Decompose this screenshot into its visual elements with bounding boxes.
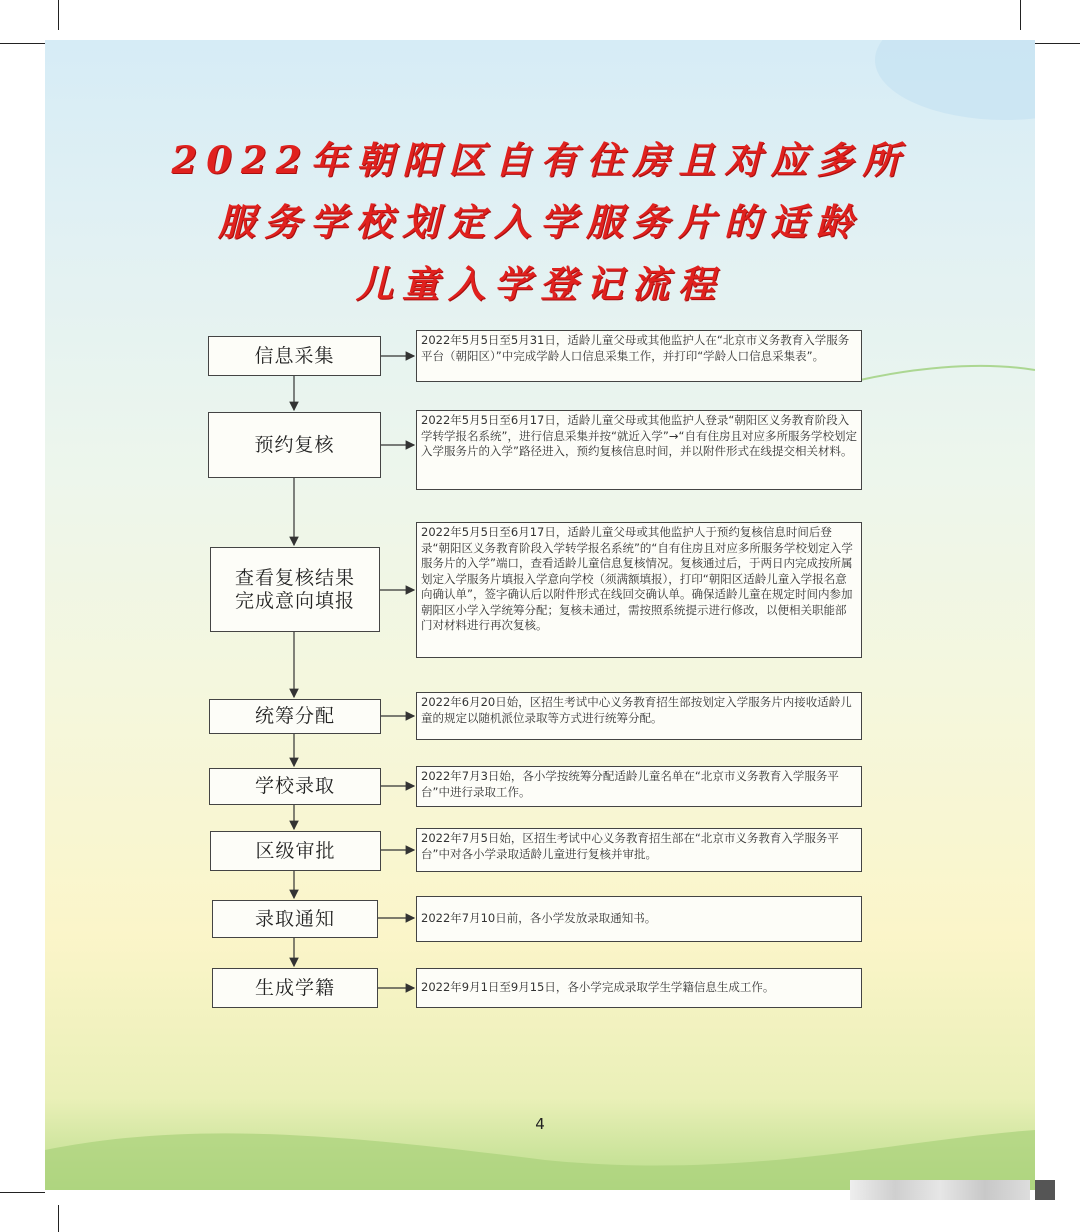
step-box-school-admission: 学校录取 [209, 768, 381, 805]
step-description-student-registry: 2022年9月1日至9月15日，各小学完成录取学生学籍信息生成工作。 [416, 968, 862, 1008]
watermark-blur [850, 1180, 1030, 1200]
step-box-check-results [210, 547, 380, 632]
step-label-line: 完成意向填报 [234, 589, 355, 612]
step-description-check-results: 2022年5月5日至6月17日，适龄儿童父母或其他监护人于预约复核信息时间后登录“朝阳区义务教育阶段入学转学报名系统”的“自有住房且对应多所服务学校划定入学服务片的入学”端口，查看适龄儿童信息复核情况。复核通过后，于两日内完成按所属划定入学服务片填报入学意向学校（须满额填报），打印“朝阳区适龄儿童入学报名意向确认单”，签字确认后以附件形式在线回交确认单。确保适龄儿童在规定时间内参加朝阳区小学入学统筹分配；复核未通过，需按照系统提示进行修改，以便相关职能部门对材料进行再次复核。 [416, 522, 862, 658]
title-line-3: 儿童入学登记流程 [356, 262, 724, 306]
step-box-appointment-review: 预约复核 [208, 412, 381, 478]
step-description-school-admission: 2022年7月3日始，各小学按统筹分配适龄儿童名单在“北京市义务教育入学服务平台”中进行录取工作。 [416, 766, 862, 807]
step-description-district-approval: 2022年7月5日始，区招生考试中心义务教育招生部在“北京市义务教育入学服务平台”中对各小学录取适龄儿童进行复核并审批。 [416, 828, 862, 872]
step-description-info-collection: 2022年5月5日至5月31日，适龄儿童父母或其他监护人在“北京市义务教育入学服务平台（朝阳区）”中完成学龄人口信息采集工作，并打印“学龄人口信息采集表”。 [416, 330, 862, 382]
page-number: 4 [535, 1115, 545, 1133]
step-box-admission-notice: 录取通知 [212, 900, 378, 938]
step-box-info-collection: 信息采集 [208, 336, 381, 376]
watermark-blur [1035, 1180, 1055, 1200]
step-description-allocation: 2022年6月20日始，区招生考试中心义务教育招生部按划定入学服务片内接收适龄儿童的规定以随机派位录取等方式进行统筹分配。 [416, 692, 862, 740]
step-description-admission-notice: 2022年7月10日前，各小学发放录取通知书。 [416, 896, 862, 942]
step-box-allocation: 统筹分配 [209, 699, 381, 734]
step-box-student-registry: 生成学籍 [212, 968, 378, 1008]
title-line-2: 服务学校划定入学服务片的适龄 [218, 200, 862, 244]
title-line-1: 2022年朝阳区自有住房且对应多所 [171, 138, 909, 182]
step-label-line: 查看复核结果 [234, 566, 355, 589]
step-box-district-approval: 区级审批 [210, 831, 381, 871]
step-description-appointment-review: 2022年5月5日至6月17日，适龄儿童父母或其他监护人登录“朝阳区义务教育阶段入学转学报名系统”，进行信息采集并按“就近入学”→“自有住房且对应多所服务学校划定入学服务片的入学”路径进入，预约复核信息时间，并以附件形式在线提交相关材料。 [416, 410, 862, 490]
